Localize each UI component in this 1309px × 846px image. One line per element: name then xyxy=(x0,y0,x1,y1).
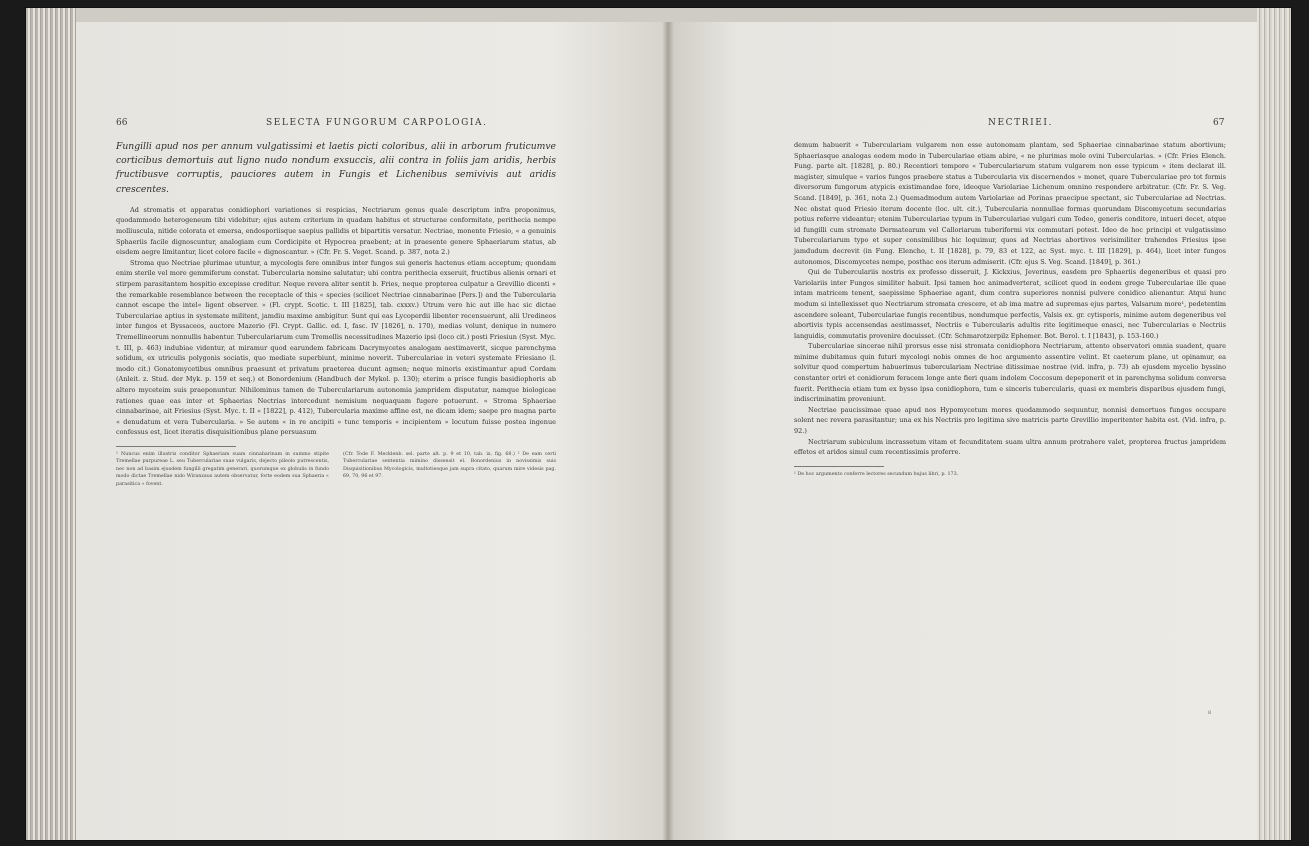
right-running-head: NECTRIEI. xyxy=(988,118,1054,128)
left-paragraph-2: Stroma quo Nectriae plurimae utuntur, a mycologis fere omnibus inter fungos sui generis hactenus etiam acceptum; quondam enim sterile vel more gemmiferum constat. Tubercularia nomine salutatur; ubi contra perithecia exseruit, fructibus alienis ornari et stirpem parasitantem hospitio excepisse creditur. Neque revera aliter sentit b. Fries, neque propterea culpatur a Grevillio dicenti « the remarkable resemblance between the receptacle of this « species (scilicet Nectriae cinnabarinae [Pers.]) and the Tubercularia cannot escape the intel« ligent observer. » (Fl. crypt. Scotic. t. III [1825], tab. cxxxv.) Utrum vero hic aut ille hac sic dictae Tuberculariae aptius in systemate militent, jamdiu maxime ambigitur. Sunt qui eas Lycoperdii libenter recensuerunt, alii Uredineos inter fungos et Byssaceos, auctore Mazerio (Fl. Crypt. Gallic. ed. I, fasc. IV [1826], n. 170), medias volunt, denique in numero Tremellineorum nonnullis habentur. Tuberculariarum cum Tremellis necessitudines Mazerio ipsi (loco cit.) posti Friesiun (Syst. Myc. t. III, p. 463) indubiae videntur, at miramur quod earundem fabricam Dacrymycetes analogam aestimaverit, sicque parenchyma solidum, ex utriculis polygonis sociatis, quo mediate superbiunt, minime noverit. Tuberculariae in veteri systemate Friesiano (l. modo cit.) Gonatomycetibus omnibus praesunt et privatum praeterea ducunt agmen; neque minoris existimantur apud Cordam (Anleit. z. Stud. der Myk. p. 159 et seq.) et Bonordenium (Handbuch der Mykol. p. 130); eterim a prisce fungis basidiophoris ab altero myceteim suis praeponuntur. Nihilominus tamen de Tuberculariarum autonomia jampridem disputatur, namque biologicae rationes quae eas inter et Sphaerias Nectrias intercedunt nemisium nequaquam fugere potuerunt. « Stroma Sphaeriae cinnabarinae, ait Friesius (Syst. Myc. t. II « [1822], p. 412), Tubercularia maxime affine est, ne dicam idem; saepe pro magna parte « denudatum et vera Tubercularia. » Se autem « in re ancipiti » tunc temporis « incipientem » locutum fuisse postea ingenue confessus est, licet iteratis disquisitionibus plane persuasum xyxy=(116,258,556,437)
footnote-rule xyxy=(116,446,236,447)
signature-mark: 8 xyxy=(1208,710,1212,716)
left-footnote-col-1: ¹ Nuncus enim illustris conditor Sphaeriam suam cinnabarinam in summo stipite Tremellae purpureae L. seu Tuberculariae suae vulgaris, dejecto pileolo putrescentis, nec non ad basim ejusdem fungilli gregatim generari, quorumque ex globulis in fundo modo dictae Tremellae nido Wiranzaus autem observatur, forte eodem sua Sphaeria « parasitica » fovent. xyxy=(116,451,329,487)
left-paragraph-1: Ad stromatis et apparatus conidiophori variationes si respicias, Nectriarum genus quale descriptum infra proponimus, quodammodo heterogeneum tibi videbitur; ejus autem criterium in quadam habitus et structurae conformitate, perithecia nempe molliuscula, nitide colorata et emersa, endosporiisque saepius pallidis et bipartitis versatur. Nectriae, monente Friesio, « a genuinis Sphaeriis facile dignoscuntur, analogiam cum Cordicipite et Hypocrea praebent; at in praesente genere Sphaeriarum status, ab eisdem aegre limitantur, licet colore facile « dignoscantur. » (Cfr. Fr. S. Veget. Scand. p. 387, nota 2.) xyxy=(116,205,556,257)
book-spread xyxy=(26,8,1291,840)
right-footnote: ¹ De hoc argumento conferre lectores secundum hujus libri, p. 173. xyxy=(794,471,959,477)
right-paragraph-3: Tuberculariae sincerae nihil prorsus esse nisi stromata conidiophora Nectriarum, attento observatori omnia suadent, quare minime dubitamus quin futuri mycologi nobis omnes de hoc argumento assentire velint. Et caeterum plane, ut opinamur, ea solvitur quod compertum habuerimus tuberculariam Nectriae ditissimae nostrae (vid. infra, p. 73) ab ejusdem mycelio byssino constanter oriri et conidiorum feracem longe ante fieri quam indolem Coccosum depeponerit et in parenchyma solidum conversa fuerit. Perithecia etiam tum ex bysso ipsa conidiophora, tum e sinceris tubercularis, quasi ex membris disparibus ejusdem fungi, indiscriminatim proveniunt. xyxy=(794,342,1226,404)
left-footnote-col-2: (Cfr. Tode F. Mecklenb. sel. parte alt. p. 9 et 10, tab. ix, fig. 68.) ² De eam certi Tuberculariae sententia mimino dissensit el. Bonordenius in novissimis suis Disquisitionibus Mycologicis, multotiesque jam supra citato, quarum mire videsis pag. 69, 70, 96 et 97. xyxy=(343,451,556,480)
left-running-head: SELECTA FUNGORUM CARPOLOGIA. xyxy=(266,118,488,128)
right-paragraph-2: Qui de Tuberculariis nostris ex professo disseruit, J. Kickxius, Jeverinus, easdem pro Sphaeriis degeneribus et quasi pro Variolariis inter Fungos similiter habuit. Ipsi tamen hoc animadverterat, scilicet quod in eodem grege Tuberculariae ille quae intam matricem tenent, saepissime Sphaeriae agant, dum contra superiores nonnisi pulvere conidico alienantur. Atqui hunc modum si intellexisset quo Nectriarum stromata crescere, et ab ima matre ad supremas ejus partes, Valsarum more¹, pedetentim ascendere soleant, Tuberculariae fungis recentibus, nondumque perfectis, Valsis ex. gr. cytisporis, minime autem degeneribus vel abortivis typis accensendas aestimasset, Nectriis e Tubercularis adultis rite legitimeque enasci, nec Tubercularias e Nectriis languidis, commutatis provenire docuisset. (Cfr. Schmarotzerpilz Ephemer. Bot. Berol. t. I [1843], p. 153-160.) xyxy=(794,268,1226,340)
left-page xyxy=(76,22,668,840)
book-gutter xyxy=(662,22,674,840)
left-intro-italic: Fungilli apud nos per annum vulgatissimi et laetis picti coloribus, alii in arborum fruticumve corticibus demortuis aut ligno nudo nondum exsuccis, alii contra in foliis jam aridis, herbis fructibusve corruptis, pauciores autem in Fungis et Lichenibus semivivis aut aridis crescentes. xyxy=(116,141,556,195)
page-edges-right xyxy=(1257,8,1291,840)
right-page xyxy=(668,22,1257,840)
right-footnote-rule xyxy=(794,466,884,467)
right-paragraph-1: demum habuerit « Tuberculariam vulgarem non esse autonomam plantam, sed Sphaeriae cinnabarinae statum abortivum; Sphaeriasque analogas eodem modo in Tuberculariae etiam abire, « ne plurimas mole ovini Tubercularias. » (Cfr. Fries Elench. Fung. parte alt. [1828], p. 80.) Recentiori tempore « Tuberculariarum statum vulgarem non esse typicum » item declarat ill. magister, simulque « varios fungos praebere status a Tubercularia vix discernendos » monet, quare Tuberculariae pro tot formis diversorum fungorum atypicis existimandae fore, ideoque Variolariae Lichenum omnino respondere arbitratur. (Cfr. Fr. S. Veg. Scand. [1849], p. 361, nota 2.) Quemadmodum autem Variolariae ad Porinas praecipue spectant, sic Tuberculariae ad Nectrias. Nec obstat quod Friesio iterum docente (loc. ult. cit.), Tubercularia nonnullae formas quorundam Discomycetum secundarias potius referre videantur; etenim Tuberculariae typum in Tuberculariae vulgari cum Todeo, generis conditore, intueri decet, atque id fungilli cum stromate Dermatearum vel Calloriarum tuberiformi vix commutari potest. Ideo de hoc principi et vulgatissimo Tuberculariarum typo et super consimilibus hic loquimur, quos ad Nectrias abortivos verisimiliter trahendos Friesius ipse jamdudum decrevit (in Fung. Elencho, t. II [1828], p. 79, 83 et 122, ac Syst. myc. t. III [1829], p. 464), licet inter fungos autonomos, Discomycetes nempe, posthac eos iterum admiserit. (Cfr. ejus S. Veg. Scand. [1849], p. 361.) xyxy=(794,141,1226,266)
left-page-number: 66 xyxy=(116,118,128,128)
page-edges-left xyxy=(26,8,76,840)
left-page-body xyxy=(116,140,556,488)
right-page-body xyxy=(794,140,1226,478)
right-page-number: 67 xyxy=(1213,118,1225,128)
right-paragraph-5: Nectriarum subiculum incrassetum vitam et fecunditatem suam ultra annum protrahere valet, propterea fructus jampridem effetos et aridos simul cum recentissimis proferre. xyxy=(794,437,1226,457)
right-paragraph-4: Nectriae paucissimae quae apud nos Hypomycetum mores quodammodo sequuntur, nonnisi demortuos fungos occupare solent nec revera parasitantur; una ex his Nectriis pro legitima sive matricis parte Grevillio imperitenter habita est. (Vid. infra, p. 92.) xyxy=(794,405,1226,436)
left-footnotes xyxy=(116,451,556,488)
